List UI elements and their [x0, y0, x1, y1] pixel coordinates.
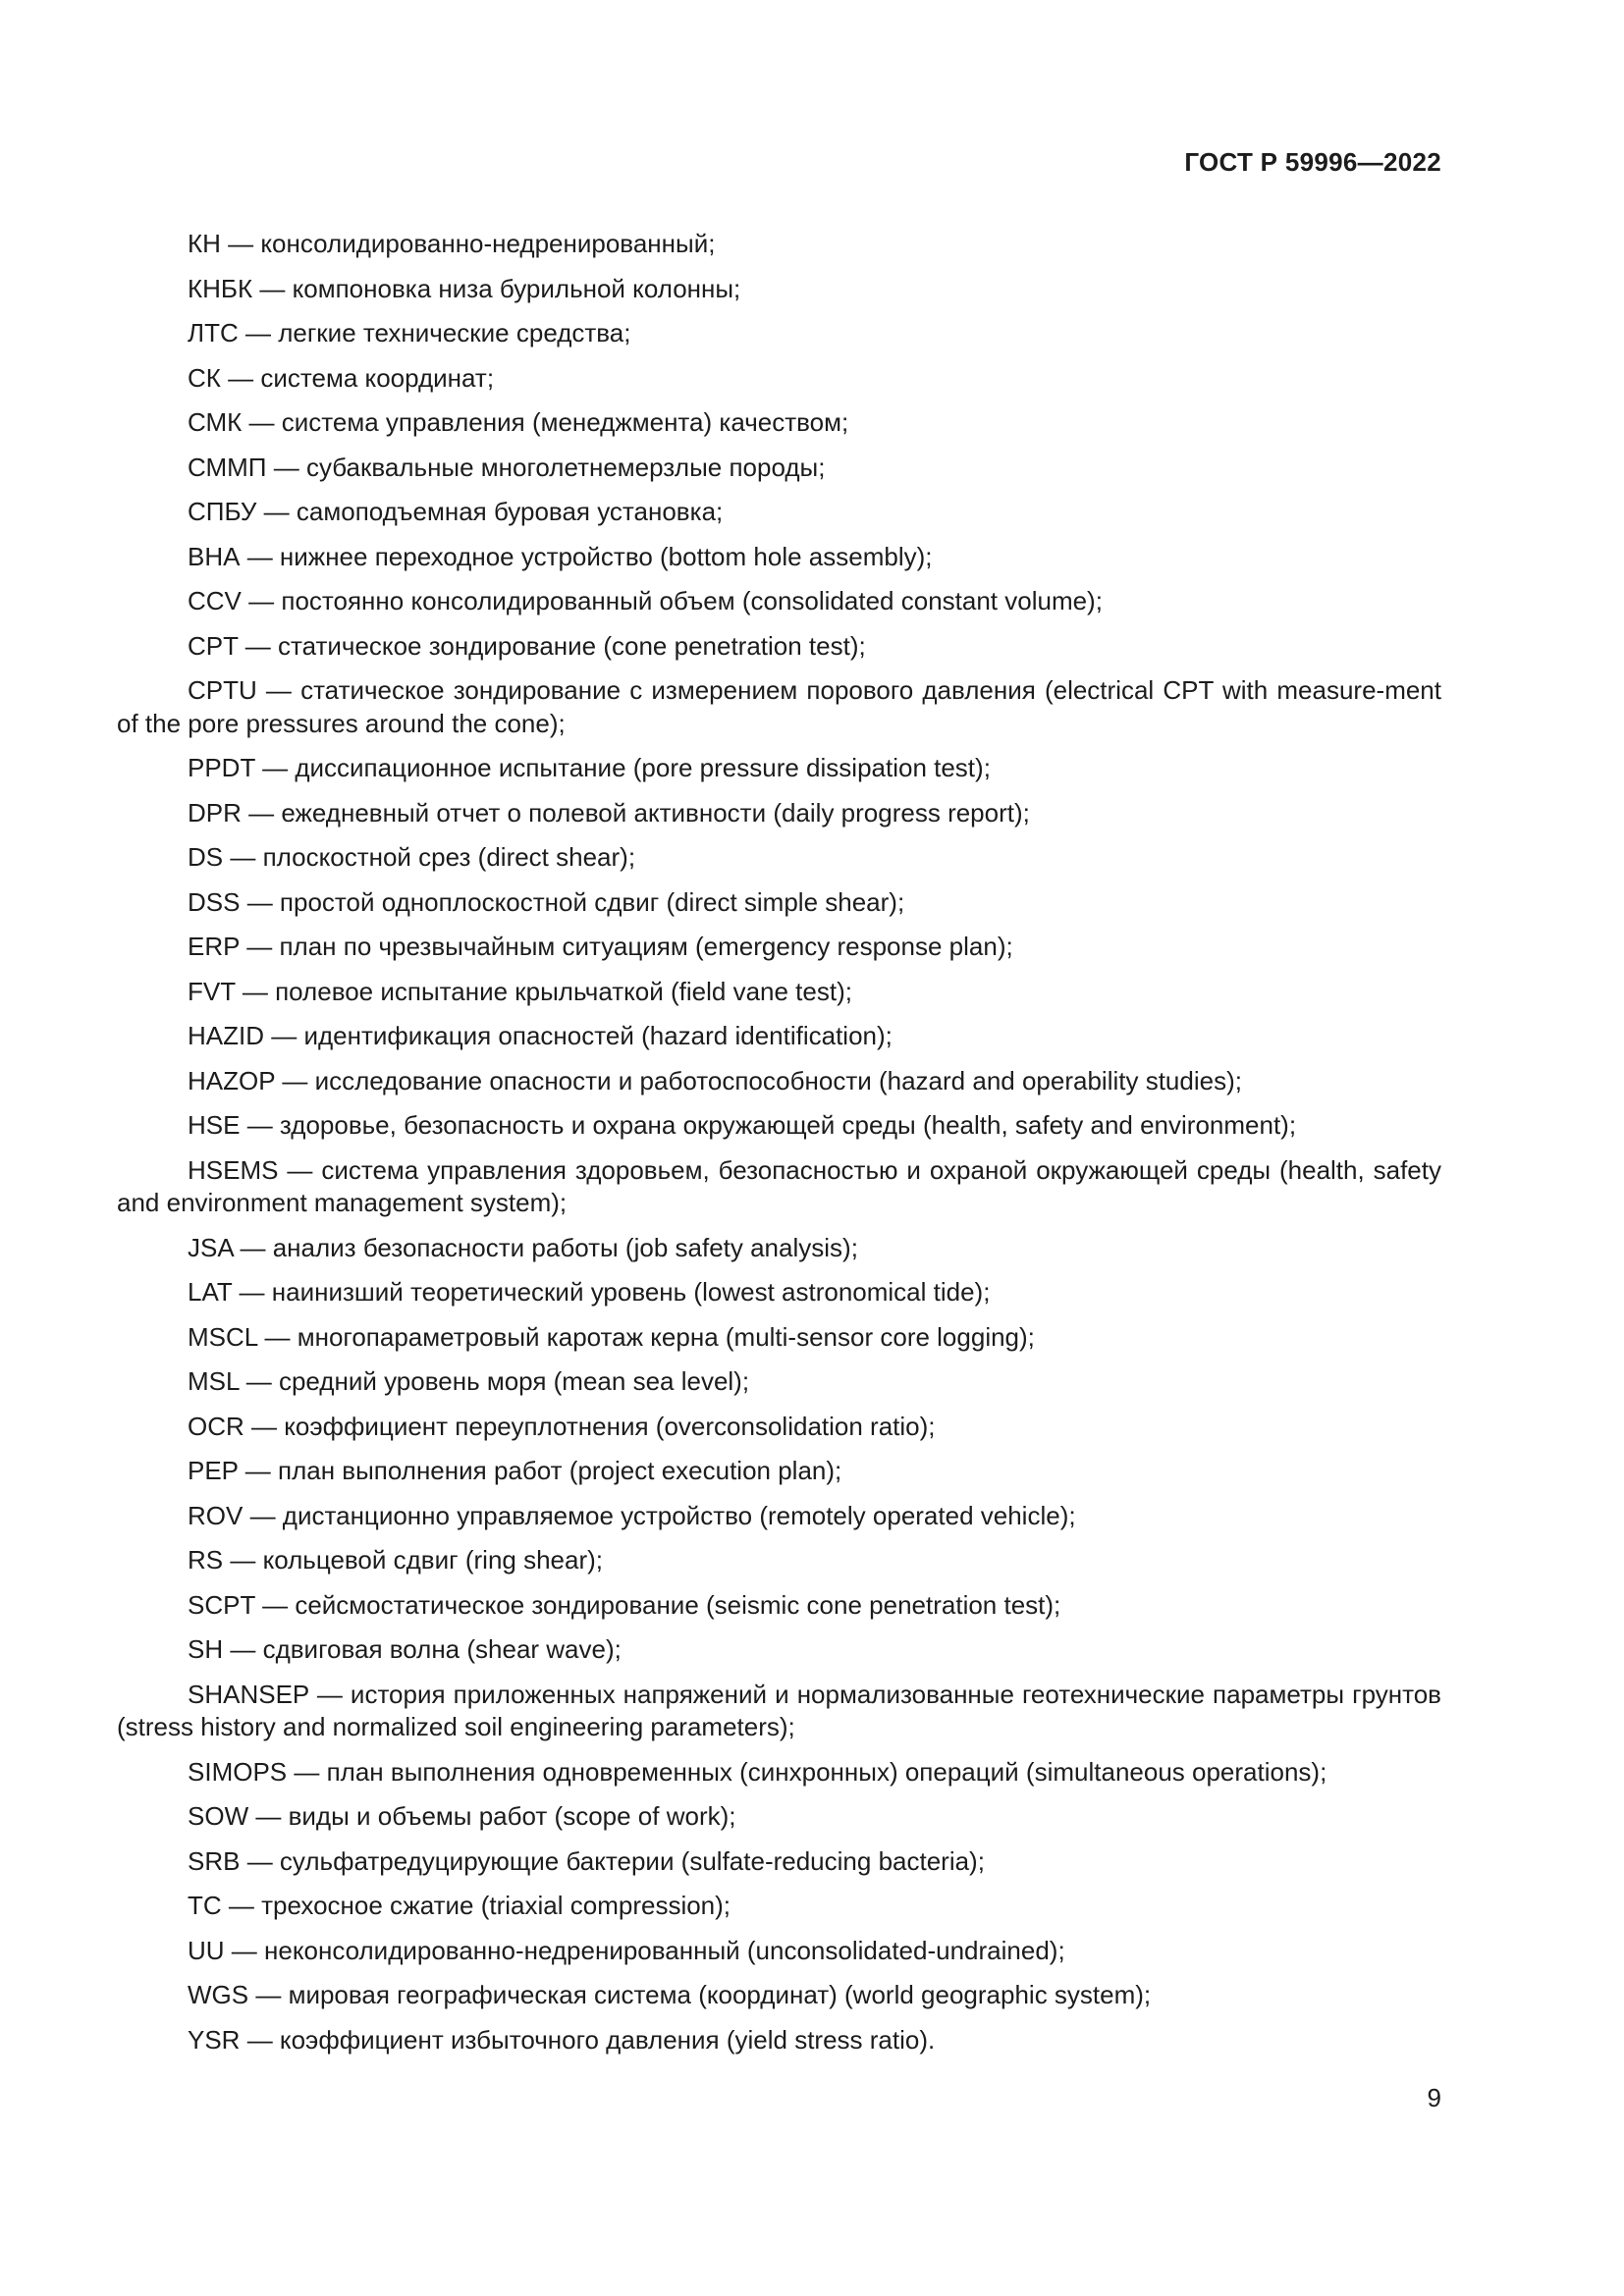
abbreviation-entry — [117, 222, 1441, 267]
abbreviation-separator: — — [287, 1756, 327, 1787]
abbreviation-entry — [117, 446, 1441, 491]
abbreviation-entry — [117, 490, 1441, 535]
abbreviation-separator: — — [256, 675, 301, 705]
abbreviation-entry — [117, 1315, 1441, 1361]
abbreviation-definition: трехосное сжатие (triaxial compression); — [261, 1891, 731, 1920]
abbreviation-entry — [117, 624, 1441, 669]
abbreviation-entry — [117, 1628, 1441, 1673]
abbreviation-definition: дистанционно управляемое устройство (remotely operated vehicle); — [282, 1500, 1076, 1530]
abbreviation-term: WGS — [188, 1980, 249, 2009]
abbreviation-separator: — — [240, 886, 280, 917]
abbreviation-term: FVT — [188, 976, 236, 1006]
abbreviation-separator: — — [266, 452, 306, 482]
standard-code-header: ГОСТ Р 59996—2022 — [1184, 147, 1441, 177]
abbreviation-term: ROV — [188, 1500, 244, 1530]
abbreviation-separator: — — [223, 1545, 263, 1575]
abbreviation-entry — [117, 356, 1441, 401]
abbreviation-separator: — — [275, 1065, 315, 1095]
abbreviation-definition: постоянно консолидированный объем (consolidated constant volume); — [281, 586, 1103, 615]
abbreviation-separator: — — [256, 497, 297, 526]
abbreviation-separator: — — [223, 1634, 263, 1664]
abbreviation-entry — [117, 1884, 1441, 1929]
abbreviation-definition: система управления (менеджмента) качеством; — [281, 407, 849, 437]
abbreviation-definition: здоровье, безопасность и охрана окружающей среды (health, safety and environment); — [279, 1110, 1297, 1140]
abbreviation-definition: план выполнения одновременных (синхронных) операций (simultaneous operations); — [326, 1756, 1327, 1787]
abbreviation-separator: — — [278, 1154, 322, 1185]
abbreviation-entry — [117, 535, 1441, 580]
abbreviation-term: ЛТС — [188, 318, 239, 347]
abbreviation-entry — [117, 579, 1441, 624]
abbreviation-term: RS — [188, 1545, 224, 1575]
abbreviation-entry — [117, 668, 1441, 746]
abbreviation-separator: — — [238, 318, 279, 347]
abbreviation-separator: — — [239, 1366, 279, 1396]
abbreviation-definition: анализ безопасности работы (job safety analysis); — [272, 1232, 858, 1262]
abbreviation-separator: — — [248, 1801, 289, 1831]
abbreviation-term: ERP — [188, 932, 240, 961]
abbreviation-separator: — — [241, 797, 282, 828]
abbreviation-separator: — — [223, 842, 263, 872]
abbreviation-term: LAT — [188, 1277, 233, 1307]
abbreviation-term: MSL — [188, 1366, 240, 1396]
abbreviation-entry — [117, 1929, 1441, 1974]
abbreviation-definition: простой одноплоскостной сдвиг (direct simple shear); — [279, 886, 905, 917]
abbreviation-term: СК — [188, 362, 221, 393]
abbreviation-definition: диссипационное испытание (pore pressure dissipation test); — [295, 753, 991, 782]
abbreviation-separator: — — [252, 273, 293, 303]
abbreviation-term: КН — [188, 229, 221, 258]
abbreviation-definition: сдвиговая волна (shear wave); — [262, 1634, 622, 1664]
abbreviation-definition: легкие технические средства; — [278, 318, 631, 347]
abbreviation-definition: средний уровень моря (mean sea level); — [278, 1366, 750, 1396]
abbreviation-definition: субаквальные многолетнемерзлые породы; — [305, 452, 826, 482]
abbreviation-term: SHANSEP — [188, 1679, 309, 1709]
abbreviation-separator: — — [240, 932, 280, 961]
abbreviation-entry — [117, 1673, 1441, 1750]
abbreviation-entry — [117, 1103, 1441, 1148]
abbreviation-separator: — — [308, 1679, 351, 1709]
abbreviation-definition: компоновка низа бурильной колонны; — [292, 273, 741, 303]
abbreviation-definition: нижнее переходное устройство (bottom hole assembly); — [279, 541, 933, 571]
abbreviation-separator: — — [257, 1321, 298, 1352]
abbreviation-entry — [117, 1449, 1441, 1494]
abbreviation-definition: консолидированно-недренированный; — [260, 229, 716, 258]
abbreviation-entry — [117, 1059, 1441, 1104]
abbreviation-separator: — — [244, 1411, 285, 1441]
abbreviation-definition: исследование опасности и работоспособности (hazard and operability studies); — [314, 1065, 1242, 1095]
abbreviation-list — [117, 222, 1441, 2062]
abbreviation-entry — [117, 1973, 1441, 2018]
abbreviation-term: SIMOPS — [188, 1756, 288, 1787]
abbreviation-separator: — — [240, 541, 280, 571]
abbreviation-separator: — — [221, 1891, 262, 1920]
abbreviation-definition: самоподъемная буровая установка; — [296, 497, 724, 526]
abbreviation-definition: статическое зондирование (cone penetration test); — [277, 630, 866, 661]
abbreviation-definition: ежедневный отчет о полевой активности (daily progress report); — [281, 797, 1030, 828]
abbreviation-separator: — — [240, 1110, 280, 1140]
abbreviation-term: PPDT — [188, 753, 255, 782]
abbreviation-definition: история приложенных напряжений и нормализованные геотехнические параметры грунтов (stress history and normalized soil engineering parameters); — [117, 1679, 1441, 1741]
abbreviation-term: SCPT — [188, 1589, 255, 1620]
abbreviation-definition: плоскостной срез (direct shear); — [262, 842, 636, 872]
abbreviation-term: DS — [188, 842, 224, 872]
abbreviation-definition: сульфатредуцирующие бактерии (sulfate-reducing bacteria); — [279, 1845, 985, 1876]
abbreviation-separator: — — [235, 976, 276, 1006]
abbreviation-entry — [117, 970, 1441, 1015]
abbreviation-definition: идентификация опасностей (hazard identification); — [303, 1021, 893, 1050]
page-number: 9 — [1427, 2083, 1441, 2112]
abbreviation-term: DPR — [188, 797, 242, 828]
abbreviation-separator: — — [248, 1980, 289, 2009]
abbreviation-definition: сейсмостатическое зондирование (seismic cone penetration test); — [295, 1589, 1061, 1620]
abbreviation-separator: — — [240, 1845, 280, 1876]
abbreviation-term: MSCL — [188, 1321, 258, 1352]
abbreviation-entry — [117, 1794, 1441, 1840]
abbreviation-separator: — — [243, 1500, 283, 1530]
abbreviation-term: HSEMS — [188, 1154, 279, 1185]
abbreviation-entry — [117, 881, 1441, 926]
abbreviation-definition: многопараметровый каротаж керна (multi-sensor core logging); — [297, 1321, 1035, 1352]
abbreviation-entry — [117, 1494, 1441, 1539]
abbreviation-definition: система управления здоровьем, безопасностью и охраной окружающей среды (health, safety and environment management system); — [117, 1154, 1441, 1217]
abbreviation-definition: коэффициент переуплотнения (overconsolidation ratio); — [284, 1411, 936, 1441]
abbreviation-definition: полевое испытание крыльчаткой (field vane test); — [275, 976, 852, 1006]
abbreviation-entry — [117, 1270, 1441, 1315]
abbreviation-separator: — — [238, 1456, 279, 1485]
abbreviation-entry — [117, 1840, 1441, 1885]
abbreviation-term: TC — [188, 1891, 222, 1920]
abbreviation-term: YSR — [188, 2024, 241, 2055]
abbreviation-term: HSE — [188, 1110, 241, 1140]
abbreviation-term: CPT — [188, 630, 239, 661]
abbreviation-entry — [117, 746, 1441, 791]
abbreviation-term: СММП — [188, 452, 267, 482]
abbreviation-entry — [117, 791, 1441, 836]
abbreviation-definition: виды и объемы работ (scope of work); — [288, 1801, 736, 1831]
abbreviation-separator: — — [254, 1589, 296, 1620]
abbreviation-term: SH — [188, 1634, 224, 1664]
abbreviation-entry — [117, 1405, 1441, 1450]
abbreviation-term: СПБУ — [188, 497, 257, 526]
abbreviation-entry — [117, 925, 1441, 970]
abbreviation-definition: статическое зондирование с измерением порового давления (electrical CPT with measure-ment of the pore pressures around the cone); — [117, 675, 1441, 738]
abbreviation-term: HAZOP — [188, 1065, 276, 1095]
abbreviation-separator: — — [238, 630, 278, 661]
abbreviation-term: PEP — [188, 1456, 239, 1485]
abbreviation-entry — [117, 1148, 1441, 1226]
abbreviation-entry — [117, 1226, 1441, 1271]
abbreviation-term: SOW — [188, 1801, 249, 1831]
abbreviation-separator: — — [240, 2024, 280, 2055]
abbreviation-term: UU — [188, 1935, 225, 1965]
abbreviation-term: OCR — [188, 1411, 244, 1441]
abbreviation-separator: — — [233, 1232, 273, 1262]
abbreviation-definition: мировая географическая система (координат) (world geographic system); — [288, 1980, 1152, 2009]
abbreviation-entry — [117, 1538, 1441, 1583]
abbreviation-separator: — — [220, 362, 261, 393]
abbreviation-entry — [117, 2018, 1441, 2063]
abbreviation-definition: коэффициент избыточного давления (yield stress ratio). — [279, 2024, 936, 2055]
abbreviation-term: CPTU — [188, 675, 257, 705]
abbreviation-separator: — — [242, 407, 282, 437]
abbreviation-separator: — — [224, 1935, 265, 1965]
abbreviation-separator: — — [264, 1021, 304, 1050]
abbreviation-separator: — — [232, 1277, 272, 1307]
abbreviation-entry — [117, 1750, 1441, 1795]
abbreviation-term: КНБК — [188, 273, 253, 303]
abbreviation-entry — [117, 311, 1441, 356]
abbreviation-term: HAZID — [188, 1021, 264, 1050]
abbreviation-entry — [117, 835, 1441, 881]
abbreviation-entry — [117, 1014, 1441, 1059]
abbreviation-entry — [117, 267, 1441, 312]
abbreviation-definition: неконсолидированно-недренированный (unconsolidated-undrained); — [264, 1935, 1065, 1965]
abbreviation-term: JSA — [188, 1232, 234, 1262]
abbreviation-entry — [117, 1583, 1441, 1629]
abbreviation-term: SRB — [188, 1845, 241, 1876]
abbreviation-separator: — — [241, 586, 282, 615]
abbreviation-definition: система координат; — [260, 362, 495, 393]
abbreviation-term: CCV — [188, 586, 242, 615]
abbreviation-term: ВНА — [188, 541, 241, 571]
abbreviation-definition: план по чрезвычайным ситуациям (emergency response plan); — [279, 932, 1013, 961]
abbreviation-separator: — — [254, 753, 296, 782]
abbreviation-definition: план выполнения работ (project execution plan); — [278, 1456, 842, 1485]
abbreviation-entry — [117, 400, 1441, 446]
abbreviation-definition: кольцевой сдвиг (ring shear); — [262, 1545, 604, 1575]
abbreviation-separator: — — [220, 229, 261, 258]
abbreviation-entry — [117, 1360, 1441, 1405]
abbreviation-term: СМК — [188, 407, 243, 437]
abbreviation-definition: наинизший теоретический уровень (lowest astronomical tide); — [271, 1277, 991, 1307]
abbreviation-term: DSS — [188, 886, 241, 917]
